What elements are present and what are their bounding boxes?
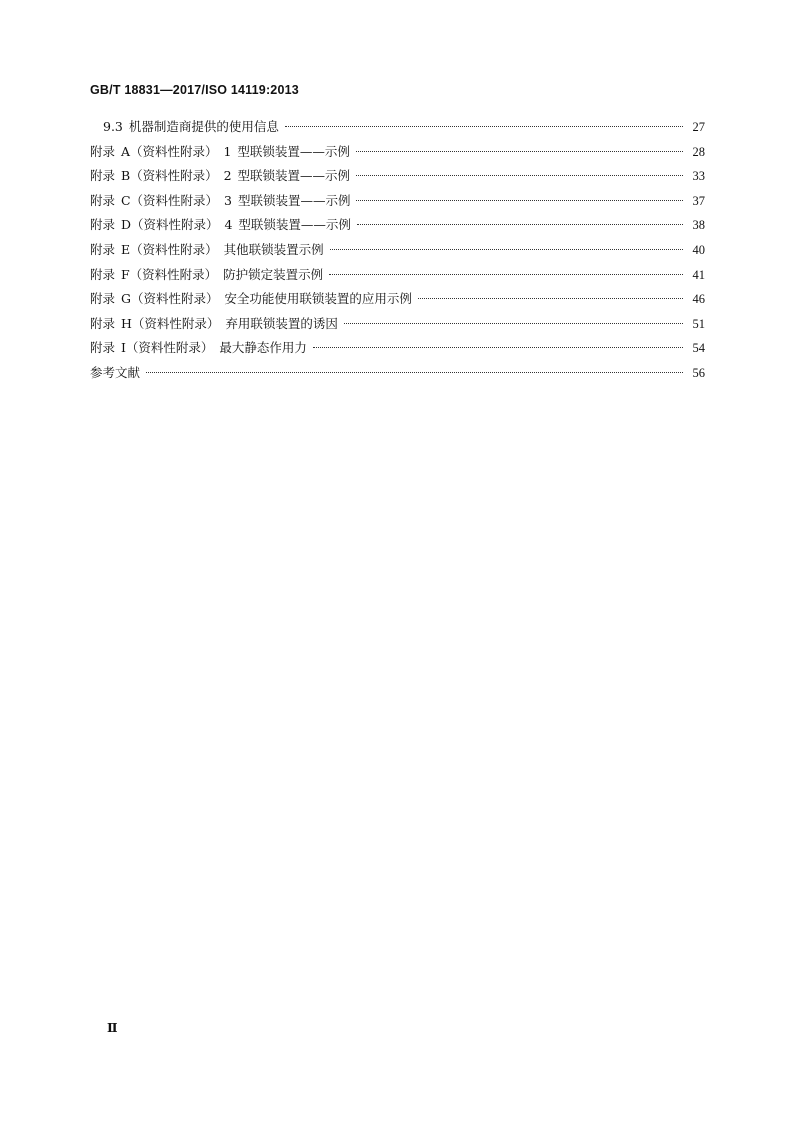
dot-leader: [313, 347, 683, 348]
toc-entry-label: 附录 E（资料性附录） 其他联锁装置示例: [90, 241, 324, 257]
toc-entry-appendix-i[interactable]: [90, 338, 705, 363]
toc-entry-page: 28: [692, 144, 705, 159]
page-number: Ⅱ: [107, 1021, 118, 1035]
toc-entry-page: 51: [692, 316, 705, 331]
toc-entry-label: 附录 I（资料性附录） 最大静态作用力: [90, 340, 307, 356]
dot-leader: [330, 249, 683, 250]
toc-entry-appendix-d[interactable]: [90, 215, 705, 240]
toc-entry-appendix-e[interactable]: [90, 240, 705, 265]
document-header: GB/T 18831—2017/ISO 14119:2013: [90, 83, 299, 97]
toc-entry-label: 附录 C（资料性附录） 3 型联锁装置——示例: [90, 192, 351, 208]
toc-entry-label: 附录 A（资料性附录） 1 型联锁装置——示例: [90, 143, 350, 159]
toc-entry-label: 附录 D（资料性附录） 4 型联锁装置——示例: [90, 217, 351, 233]
toc-entry-label: 9.3 机器制造商提供的使用信息: [103, 119, 279, 134]
toc-entry-appendix-a[interactable]: [90, 142, 705, 167]
toc-entry-page: 46: [692, 292, 705, 307]
dot-leader: [356, 151, 683, 152]
toc-entry-page: 27: [692, 120, 705, 134]
toc-entry-appendix-g[interactable]: [90, 289, 705, 314]
toc-entry-label: 附录 G（资料性附录） 安全功能使用联锁装置的应用示例: [90, 291, 412, 307]
dot-leader: [285, 126, 683, 127]
toc-entry-label: 附录 F（资料性附录） 防护锁定装置示例: [90, 266, 324, 282]
dot-leader: [146, 372, 683, 373]
toc-entry-appendix-f[interactable]: [90, 265, 705, 290]
toc-entry-label: 附录 H（资料性附录） 弃用联锁装置的诱因: [90, 315, 338, 331]
toc-entry-label: 附录 B（资料性附录） 2 型联锁装置——示例: [90, 168, 351, 184]
toc-entry-page: 41: [692, 267, 705, 282]
toc-entry-appendix-b[interactable]: [90, 166, 705, 191]
toc-entry-label: 参考文献: [90, 364, 141, 380]
dot-leader: [329, 274, 683, 275]
dot-leader: [418, 298, 683, 299]
dot-leader: [357, 224, 683, 225]
toc-entry-9-3[interactable]: [90, 117, 705, 142]
dot-leader: [356, 200, 683, 201]
toc-entry-bibliography[interactable]: [90, 363, 705, 388]
dot-leader: [344, 323, 683, 324]
toc-entry-page: 40: [692, 242, 705, 257]
dot-leader: [356, 175, 683, 176]
toc-entry-appendix-h[interactable]: [90, 314, 705, 339]
toc-entry-page: 54: [692, 341, 705, 356]
toc-entry-page: 38: [692, 218, 705, 233]
toc-entry-page: 56: [692, 365, 705, 380]
table-of-contents: [90, 117, 705, 388]
toc-entry-page: 33: [692, 169, 705, 184]
toc-entry-page: 37: [692, 193, 705, 208]
toc-entry-appendix-c[interactable]: [90, 191, 705, 216]
